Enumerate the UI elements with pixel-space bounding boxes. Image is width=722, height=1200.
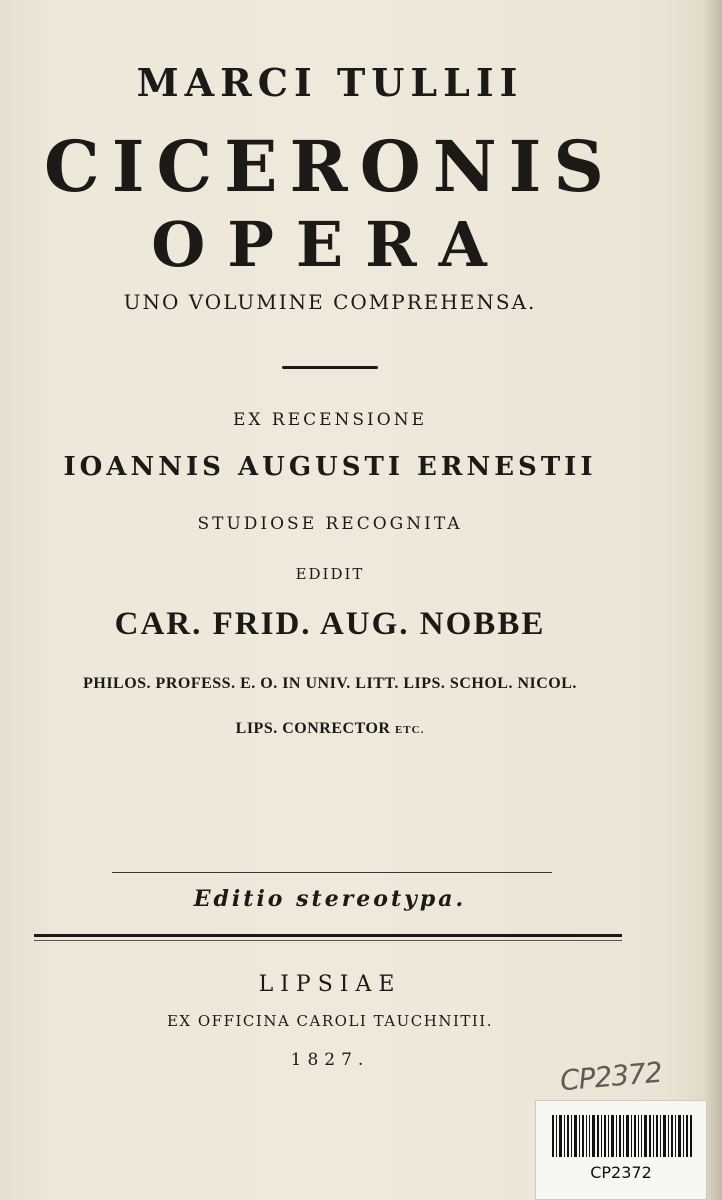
- editor-credentials-line2: [0, 720, 660, 738]
- subtitle: UNO VOLUMINE COMPREHENSA.: [123, 290, 537, 314]
- edition-statement: Editio stereotypa.: [193, 886, 467, 912]
- divider-thin-bottom: [34, 940, 622, 941]
- page-edge-shadow: [704, 0, 722, 1200]
- author-line: MARCI TULLII: [136, 60, 524, 105]
- recognita-line: STUDIOSE RECOGNITA: [197, 514, 463, 534]
- etc-text: ETC.: [394, 724, 425, 736]
- barcode-label: [535, 1100, 707, 1200]
- divider-thin-top: [112, 872, 552, 873]
- handwritten-shelfmark: CP2372: [558, 1055, 663, 1098]
- recension-line: EX RECENSIONE: [232, 410, 427, 430]
- first-editor-name: IOANNIS AUGUSTI ERNESTII: [63, 452, 597, 482]
- edidit-line: EDIDIT: [295, 565, 365, 583]
- imprint-year: 1827.: [290, 1050, 370, 1070]
- ornamental-rule: [282, 366, 378, 369]
- title-line-ciceronis: CICERONIS: [44, 125, 616, 208]
- barcode-icon: [552, 1115, 692, 1157]
- imprint-publisher: EX OFFICINA CAROLI TAUCHNITII.: [166, 1012, 493, 1030]
- conrector-text: LIPS. CONRECTOR: [235, 720, 391, 737]
- divider-thick: [34, 934, 622, 937]
- second-editor-name: CAR. FRID. AUG. NOBBE: [114, 606, 546, 642]
- editor-credentials-line1: PHILOS. PROFESS. E. O. IN UNIV. LITT. LIPS. SCHOL. NICOL.: [83, 675, 577, 692]
- barcode-number: CP2372: [590, 1163, 652, 1182]
- imprint-place: LIPSIAE: [258, 972, 402, 997]
- title-line-opera: OPERA: [151, 208, 509, 281]
